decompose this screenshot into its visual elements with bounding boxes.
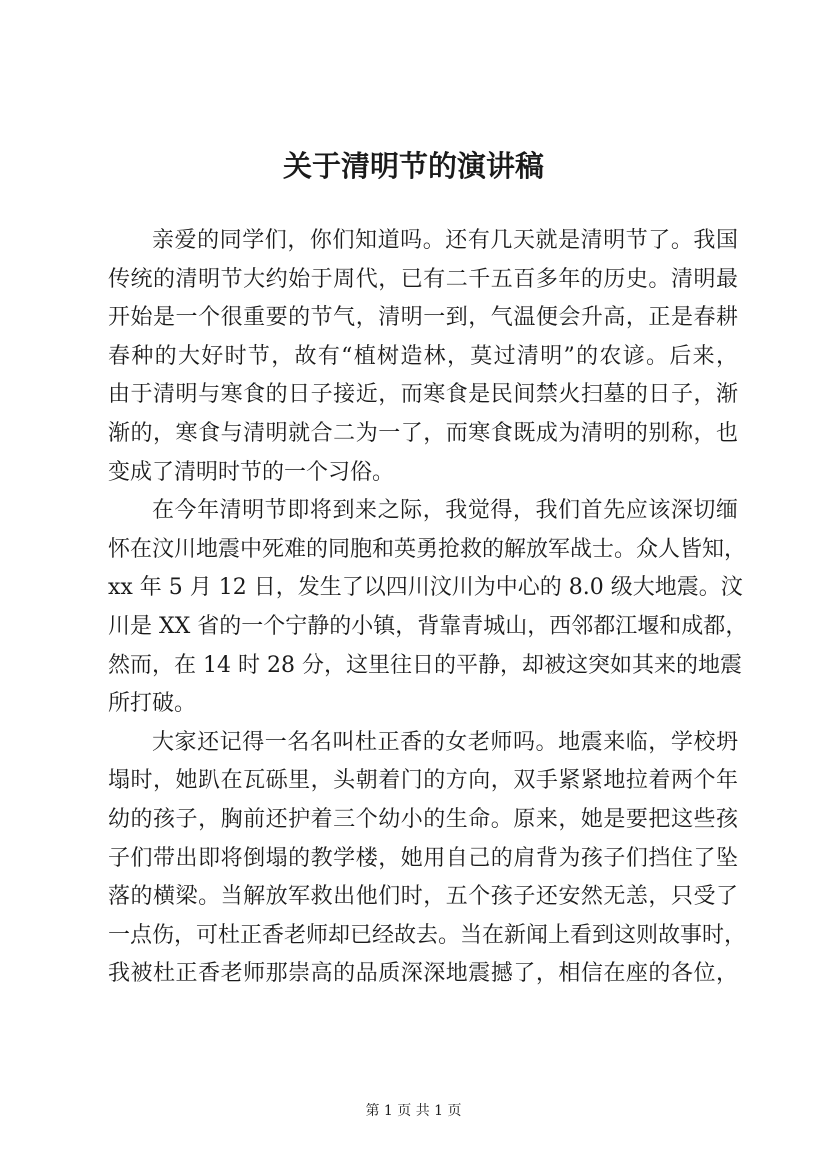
- text-line: 所打破。: [108, 691, 197, 717]
- text-line: 一点伤，可杜正香老师却已经故去。当在新闻上看到这则故事时，: [108, 922, 747, 948]
- page-footer: 第 1 页 共 1 页: [365, 1103, 462, 1119]
- text-line: 在今年清明节即将到来之际，我觉得，我们首先应该深切缅: [152, 498, 738, 524]
- text-line: 亲爱的同学们，你们知道吗。还有几天就是清明节了。我国: [152, 228, 738, 253]
- text-line: 落的横梁。当解放军救出他们时，五个孩子还安然无恙，只受了: [108, 884, 738, 910]
- text-line: 怀在汶川地震中死难的同胞和英勇抢救的解放军战士。众人皆知，: [108, 536, 747, 562]
- text-line: 由于清明与寒食的日子接近，而寒食是民间禁火扫墓的日子，渐: [108, 382, 738, 408]
- text-line: 子们带出即将倒塌的教学楼，她用自己的肩背为孩子们挡住了坠: [108, 845, 738, 871]
- text-line: 大家还记得一名名叫杜正香的女老师吗。地震来临，学校坍: [152, 729, 738, 755]
- document-body: [108, 222, 748, 994]
- text-line: 渐的，寒食与清明就合二为一了，而寒食既成为清明的别称，也: [108, 420, 738, 446]
- text-line: 我被杜正香老师那崇高的品质深深地震撼了，相信在座的各位，: [108, 961, 738, 987]
- text-line: 传统的清明节大约始于周代，已有二千五百多年的历史。清明最: [108, 266, 738, 292]
- text-line: 开始是一个很重要的节气，清明一到，气温便会升高，正是春耕: [108, 305, 738, 331]
- text-line: xx 年 5 月 12 日，发生了以四川汶川为中心的 8.0 级大地震。汶: [108, 575, 743, 601]
- text-line: 川是 XX 省的一个宁静的小镇，背靠青城山，西邻都江堰和成都，: [108, 613, 748, 639]
- text-line: 春种的大好时节，故有“植树造林，莫过清明”的农谚。后来，: [108, 343, 738, 369]
- text-line: 塌时，她趴在瓦砾里，头朝着门的方向，双手紧紧地拉着两个年: [108, 768, 738, 794]
- text-line: 变成了清明时节的一个习俗。: [108, 459, 395, 485]
- text-line: 幼的孩子，胸前还护着三个幼小的生命。原来，她是要把这些孩: [108, 806, 738, 832]
- document-title: 关于清明节的演讲稿: [282, 149, 544, 183]
- text-line: 然而，在 14 时 28 分，这里往日的平静，却被这突如其来的地震: [108, 652, 742, 678]
